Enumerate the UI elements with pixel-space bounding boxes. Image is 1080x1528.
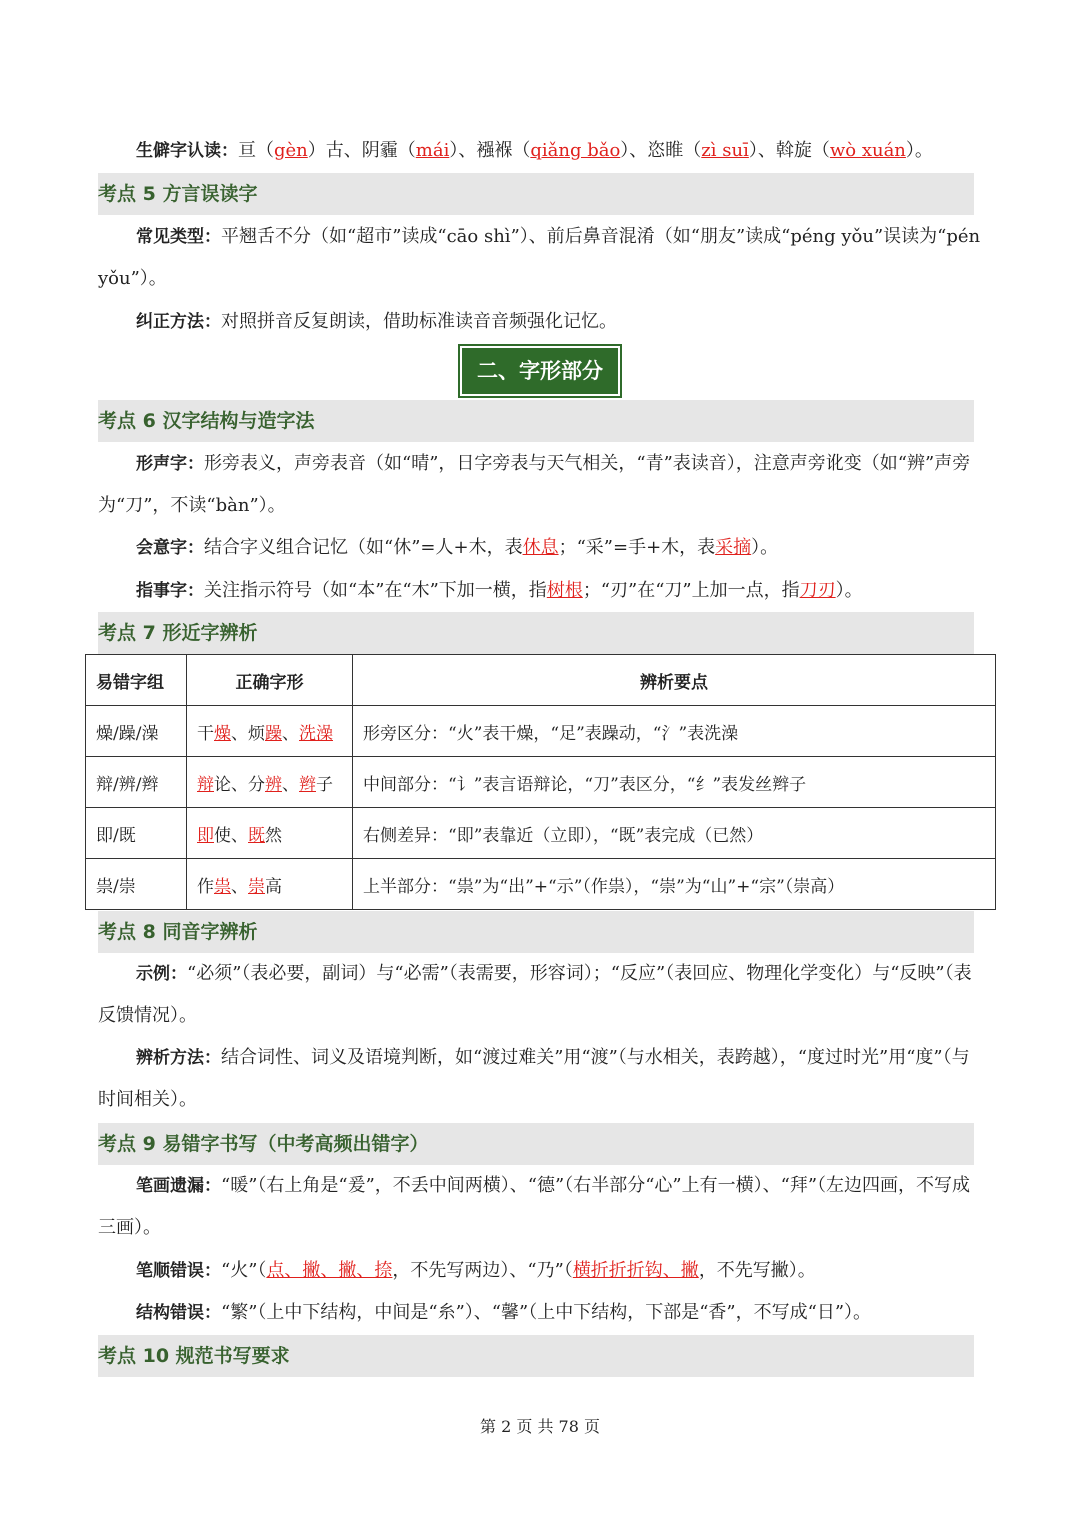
highlight-text: 燥 xyxy=(214,723,231,744)
highlight-text: 辫 xyxy=(299,774,316,795)
text-segment: 结合字义组合记忆（如“休”=人+木，表 xyxy=(204,537,523,558)
text-segment: 高 xyxy=(265,876,282,897)
text-segment: “繁”（上中下结构，中间是“糸”）、“馨”（上中下结构，下部是“香”，不写成“日”）。 xyxy=(221,1302,872,1323)
text-segment: 子 xyxy=(316,774,333,795)
k8-paragraph-example xyxy=(98,953,982,1037)
k9-paragraph-structure xyxy=(98,1292,982,1334)
rare-char-label: 生僻字认读： xyxy=(136,141,238,161)
highlight-text: 躁 xyxy=(265,723,282,744)
table-cell-group: 即/既 xyxy=(86,808,187,859)
section-heading-glyph: 二、字形部分 xyxy=(460,346,620,396)
table-header-row xyxy=(86,655,996,706)
table-row xyxy=(86,859,996,910)
highlight-text: 刀刃 xyxy=(799,580,836,601)
rare-char-paragraph xyxy=(98,130,982,172)
text-segment: ）、襁褓（ xyxy=(449,140,531,161)
k6-xingsheng-text xyxy=(98,453,970,516)
table-cell-forms xyxy=(187,706,353,757)
highlight-text: qiǎng bǎo xyxy=(530,140,621,161)
k8-method-text: 结合词性、词义及语境判断，如“渡过难关”用“渡”（与水相关，表跨越），“度过时光”用“度”（与时间相关）。 xyxy=(98,1047,970,1110)
k6-paragraph-xingsheng xyxy=(98,443,982,527)
table-header-group: 易错字组 xyxy=(86,655,187,706)
text-segment: 关注指示符号（如“本”在“木”下加一横，指 xyxy=(204,580,547,601)
k6-zhishi-label: 指事字： xyxy=(136,581,204,601)
table-cell-group: 祟/崇 xyxy=(86,859,187,910)
k6-huiyi-text xyxy=(204,537,778,558)
table-header-forms: 正确字形 xyxy=(187,655,353,706)
text-segment: 作 xyxy=(197,876,214,897)
highlight-text: 横折折折钩、撇 xyxy=(572,1260,699,1281)
highlight-text: 点、撇、撇、捺 xyxy=(266,1260,393,1281)
text-segment: ）。 xyxy=(835,580,863,601)
text-segment: 形旁表义，声旁表音（如“晴”，日字旁表与天气相关，“青”表读音），注意声旁讹变（如“辨”声旁为“刀”，不读“bàn”）。 xyxy=(98,453,971,516)
text-segment: 然 xyxy=(265,825,282,846)
section-band-k6 xyxy=(98,400,974,442)
section-band-k10 xyxy=(98,1335,974,1377)
k5-paragraph-method xyxy=(98,301,982,343)
text-segment: 、 xyxy=(231,876,248,897)
text-segment: 论、分 xyxy=(214,774,265,795)
k8-title: 考点 8 同音字辨析 xyxy=(98,921,258,943)
text-segment: 使、 xyxy=(214,825,248,846)
table-cell-note: 中间部分：“讠”表言语辩论，“刀”表区分，“纟”表发丝辫子 xyxy=(353,757,996,808)
highlight-text: wò xuán xyxy=(829,140,906,161)
k5-title: 考点 5 方言误读字 xyxy=(98,183,258,205)
highlight-text: 既 xyxy=(248,825,265,846)
k9-title: 考点 9 易错字书写（中考高频出错字） xyxy=(98,1133,429,1155)
table-cell-group: 辩/辨/辫 xyxy=(86,757,187,808)
text-segment: ，不先写两边）、“乃”（ xyxy=(392,1260,573,1281)
table-cell-group: 燥/躁/澡 xyxy=(86,706,187,757)
highlight-text: 洗澡 xyxy=(299,723,333,744)
k6-title: 考点 6 汉字结构与造字法 xyxy=(98,410,315,432)
table-row xyxy=(86,757,996,808)
table-row xyxy=(86,808,996,859)
highlight-text: zì suī xyxy=(701,140,749,161)
text-segment: ）、恣睢（ xyxy=(620,140,702,161)
table-cell-forms xyxy=(187,808,353,859)
page-footer: 第 2 页 共 78 页 xyxy=(480,1417,600,1436)
highlight-text: 辩 xyxy=(197,774,214,795)
k9-missing-text xyxy=(98,1175,970,1238)
rare-char-text xyxy=(238,140,933,161)
section-band-k8 xyxy=(98,911,974,953)
highlight-text: 崇 xyxy=(248,876,265,897)
k6-huiyi-label: 会意字： xyxy=(136,538,204,558)
text-segment: 亘（ xyxy=(238,140,274,161)
text-segment: 干 xyxy=(197,723,214,744)
k10-title: 考点 10 规范书写要求 xyxy=(98,1345,290,1367)
text-segment: ）。 xyxy=(751,537,779,558)
k5-method-text: 对照拼音反复朗读，借助标准读音音频强化记忆。 xyxy=(221,311,617,332)
text-segment: “火”（ xyxy=(221,1260,267,1281)
highlight-text: gèn xyxy=(274,140,308,161)
similar-chars-table xyxy=(85,654,996,910)
text-segment: 、烦 xyxy=(231,723,265,744)
section-band-k7 xyxy=(98,612,974,654)
text-segment: “暖”（右上角是“爰”，不丢中间两横）、“德”（右半部分“心”上有一横）、“拜”（左边四画，不写成三画）。 xyxy=(98,1175,971,1238)
highlight-text: 休息 xyxy=(522,537,559,558)
k6-zhishi-text xyxy=(204,580,863,601)
k5-method-label: 纠正方法： xyxy=(136,312,221,332)
k5-types-label: 常见类型： xyxy=(136,227,221,247)
highlight-text: 辨 xyxy=(265,774,282,795)
k7-title: 考点 7 形近字辨析 xyxy=(98,622,258,644)
highlight-text: mái xyxy=(415,140,450,161)
k6-xingsheng-label: 形声字： xyxy=(136,454,204,474)
k9-structure-label: 结构错误： xyxy=(136,1303,221,1323)
highlight-text: 树根 xyxy=(546,580,583,601)
table-row xyxy=(86,706,996,757)
k8-method-label: 辨析方法： xyxy=(136,1048,221,1068)
text-segment: 、 xyxy=(282,723,299,744)
table-cell-note: 形旁区分：“火”表干燥，“足”表躁动，“氵”表洗澡 xyxy=(353,706,996,757)
text-segment: ，不先写撇）。 xyxy=(698,1260,816,1281)
text-segment: ；“采”=手+木，表 xyxy=(558,537,716,558)
k5-types-text: 平翘舌不分（如“超市”读成“cāo shì”）、前后鼻音混淆（如“朋友”读成“péng yǒu”误读为“pén yǒu”）。 xyxy=(98,226,981,289)
highlight-text: 祟 xyxy=(214,876,231,897)
k8-example-text: “必须”（表必要，副词）与“必需”（表需要，形容词）；“反应”（表回应、物理化学变化）与“反映”（表反馈情况）。 xyxy=(98,963,972,1026)
k8-example-label: 示例： xyxy=(136,964,187,984)
k6-paragraph-zhishi xyxy=(98,570,982,612)
table-cell-forms xyxy=(187,859,353,910)
k9-paragraph-stroke-order xyxy=(98,1250,982,1292)
table-header-notes: 辨析要点 xyxy=(353,655,996,706)
table-cell-note: 上半部分：“祟”为“出”+“示”（作祟），“崇”为“山”+“宗”（崇高） xyxy=(353,859,996,910)
k8-paragraph-method xyxy=(98,1037,982,1121)
text-segment: ）、斡旋（ xyxy=(748,140,830,161)
section-band-k5 xyxy=(98,173,974,215)
k6-paragraph-huiyi xyxy=(98,527,982,569)
section-band-k9 xyxy=(98,1123,974,1165)
text-segment: ）古、阴霾（ xyxy=(307,140,416,161)
highlight-text: 即 xyxy=(197,825,214,846)
k5-paragraph-types xyxy=(98,216,982,300)
k9-missing-label: 笔画遗漏： xyxy=(136,1176,221,1196)
k9-structure-text xyxy=(221,1302,871,1323)
highlight-text: 采摘 xyxy=(715,537,752,558)
k9-paragraph-missing-strokes xyxy=(98,1165,982,1249)
text-segment: ；“刃”在“刀”上加一点，指 xyxy=(582,580,800,601)
k9-order-label: 笔顺错误： xyxy=(136,1261,221,1281)
text-segment: 、 xyxy=(282,774,299,795)
text-segment: ）。 xyxy=(905,140,933,161)
table-cell-forms xyxy=(187,757,353,808)
table-cell-note: 右侧差异：“即”表靠近（立即），“既”表完成（已然） xyxy=(353,808,996,859)
k9-order-text xyxy=(221,1260,816,1281)
